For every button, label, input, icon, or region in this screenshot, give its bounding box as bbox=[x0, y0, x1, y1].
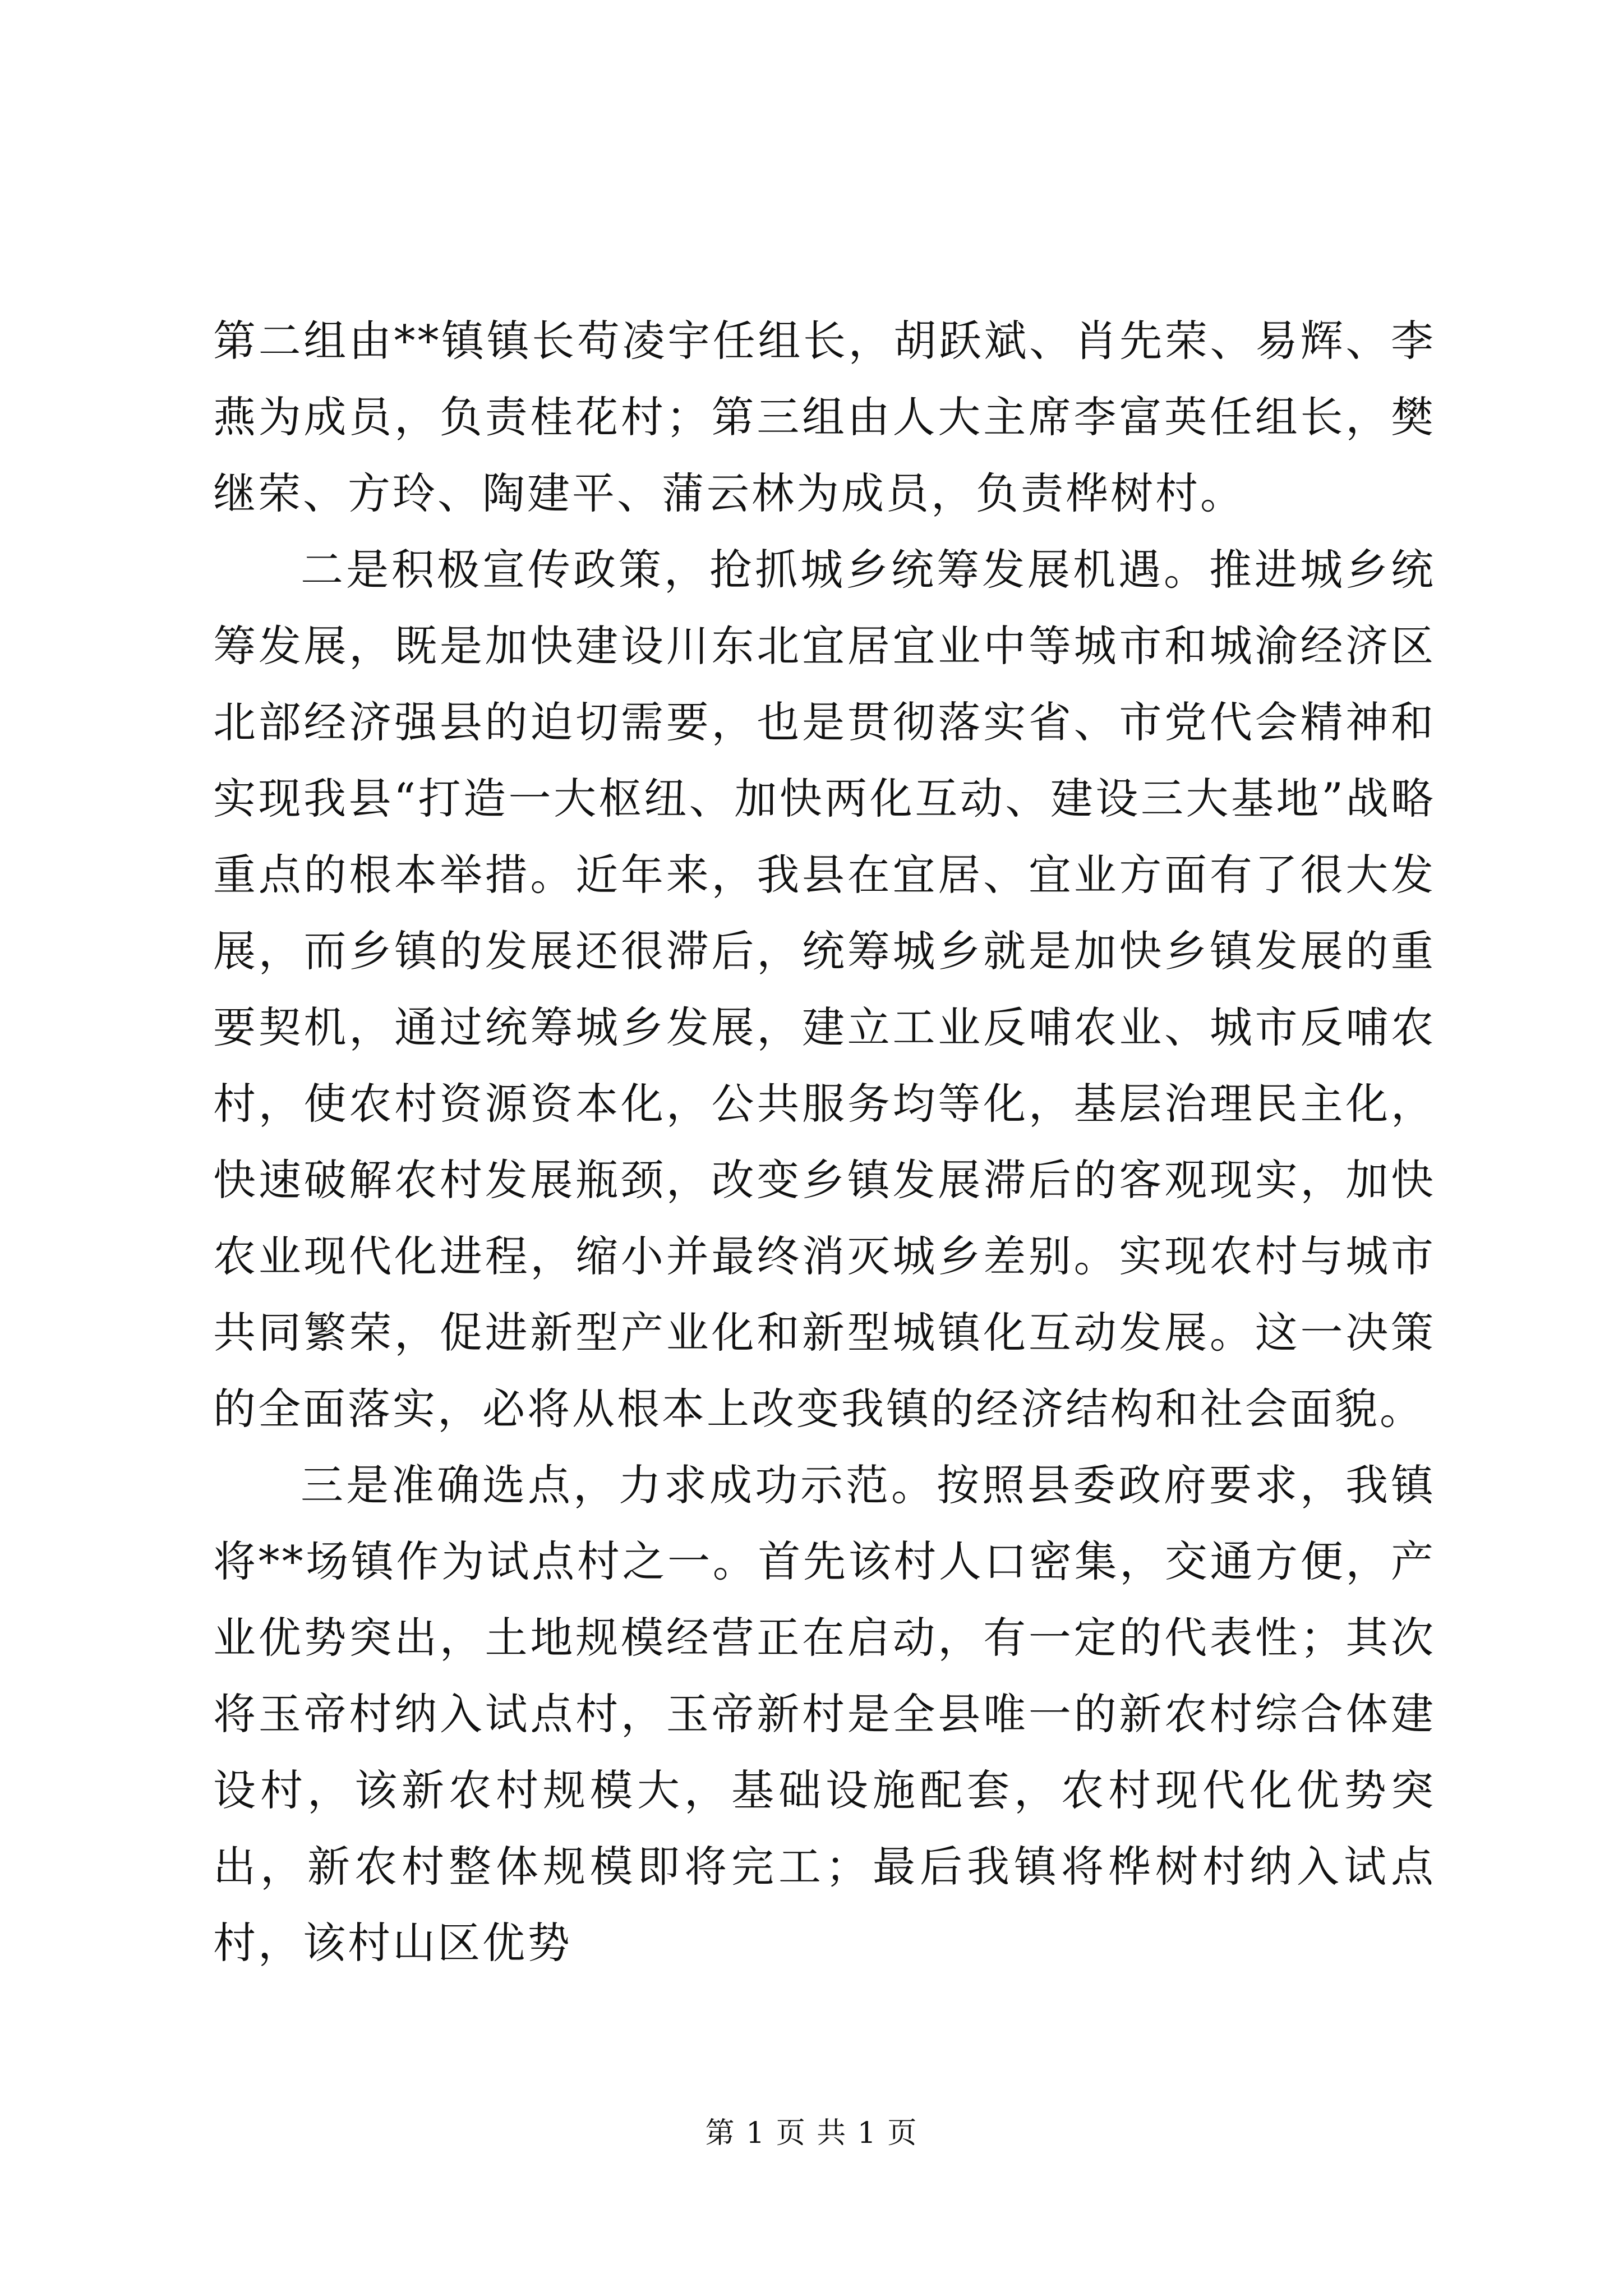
paragraph-3: 三是准确选点，力求成功示范。按照县委政府要求，我镇将**场镇作为试点村之一。首先该村人口密集，交通方便，产业优势突出，土地规模经营正在启动，有一定的代表性；其次将玉帝村纳入试点村，玉帝新村是全县唯一的新农村综合体建设村，该新农村规模大，基础设施配套，农村现代化优势突出，新农村整体规模即将完工；最后我镇将桦树村纳入试点村，该村山区优势 bbox=[213, 1460, 1436, 1968]
paragraph-continuation: 第二组由**镇镇长苟凌宇任组长，胡跃斌、肖先荣、易辉、李燕为成员，负责桂花村；第三组由人大主席李富英任组长，樊继荣、方玲、陶建平、蒲云林为成员，负责桦树村。 bbox=[213, 316, 1436, 518]
paragraph-2: 二是积极宣传政策，抢抓城乡统筹发展机遇。推进城乡统筹发展，既是加快建设川东北宜居宜业中等城市和城渝经济区北部经济强县的迫切需要，也是贯彻落实省、市党代会精神和实现我县“打造一大枢纽、加快两化互动、建设三大基地”战略重点的根本举措。近年来，我县在宜居、宜业方面有了很大发展，而乡镇的发展还很滞后，统筹城乡就是加快乡镇发展的重要契机，通过统筹城乡发展，建立工业反哺农业、城市反哺农村，使农村资源资本化，公共服务均等化，基层治理民主化，快速破解农村发展瓶颈，改变乡镇发展滞后的客观现实，加快农业现代化进程，缩小并最终消灭城乡差别。实现农村与城市共同繁荣，促进新型产业化和新型城镇化互动发展。这一决策的全面落实，必将从根本上改变我镇的经济结构和社会面貌。 bbox=[213, 545, 1436, 1434]
page-footer: 第 1 页 共 1 页 bbox=[705, 2116, 918, 2150]
document-body bbox=[213, 303, 1436, 1981]
